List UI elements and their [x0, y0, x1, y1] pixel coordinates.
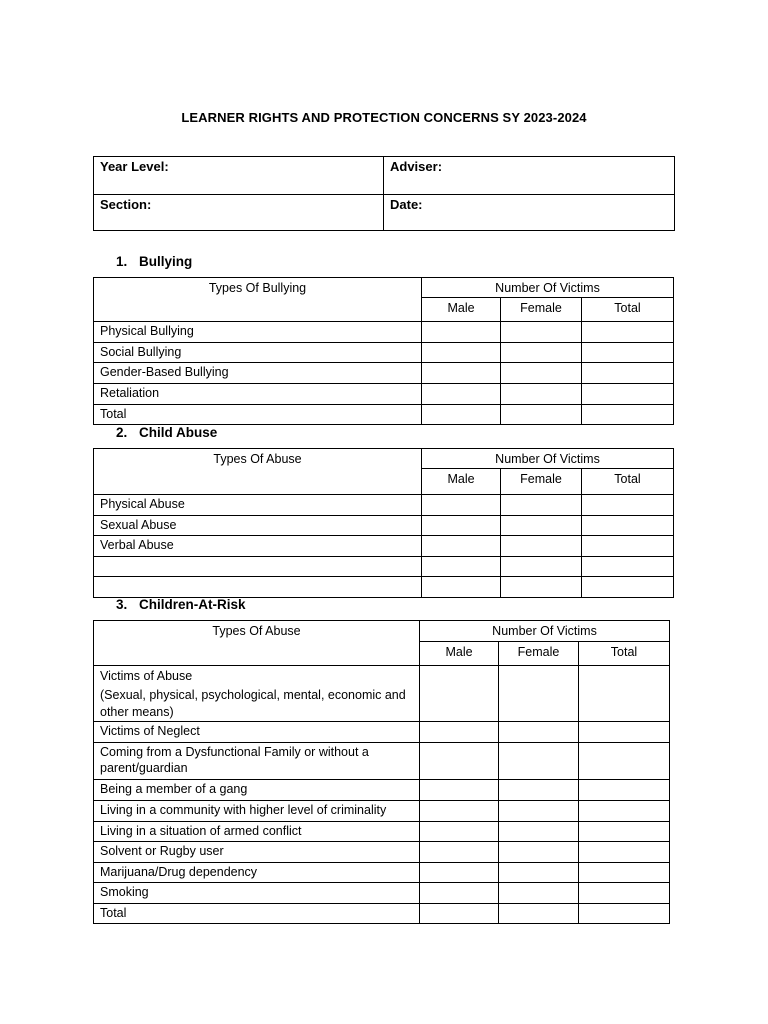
male-cell[interactable] [420, 722, 499, 743]
row-label: Marijuana/Drug dependency [94, 863, 420, 883]
female-header: Female [499, 642, 579, 666]
female-cell[interactable] [499, 904, 579, 924]
row-label[interactable] [94, 577, 422, 598]
victims-header: Number Of Victims [422, 449, 674, 469]
date-field[interactable] [384, 195, 675, 231]
male-cell[interactable] [422, 405, 501, 425]
female-cell[interactable] [501, 363, 582, 384]
female-cell[interactable] [499, 801, 579, 822]
female-header: Female [501, 469, 582, 495]
male-cell[interactable] [420, 801, 499, 822]
row-label: Social Bullying [94, 343, 422, 363]
section-label: Section: [100, 197, 152, 212]
bullying-table [93, 277, 674, 425]
type-header: Types Of Abuse [94, 449, 422, 495]
row-label: Retaliation [94, 384, 422, 405]
row-label: Gender-Based Bullying [94, 363, 422, 384]
female-header: Female [501, 298, 582, 322]
total-cell[interactable] [579, 801, 670, 822]
total-cell[interactable] [582, 495, 674, 516]
male-header: Male [422, 469, 501, 495]
section-number: 1. [116, 254, 128, 269]
male-header: Male [422, 298, 501, 322]
female-cell[interactable] [499, 780, 579, 801]
male-cell[interactable] [420, 743, 499, 780]
male-cell[interactable] [422, 322, 501, 343]
section-title: Children-At-Risk [139, 597, 246, 612]
female-cell[interactable] [501, 557, 582, 577]
type-header: Types Of Bullying [94, 278, 422, 322]
row-label: Total [94, 904, 420, 924]
total-cell[interactable] [582, 516, 674, 536]
row-label: Physical Bullying [94, 322, 422, 343]
total-cell[interactable] [582, 577, 674, 598]
row-label-detail: (Sexual, physical, psychological, mental, economic and other means) [100, 688, 406, 719]
female-cell[interactable] [501, 405, 582, 425]
total-cell[interactable] [579, 842, 670, 863]
section-heading-child-abuse [116, 425, 217, 440]
male-cell[interactable] [420, 883, 499, 904]
row-label: Physical Abuse [94, 495, 422, 516]
female-cell[interactable] [501, 495, 582, 516]
child-abuse-table [93, 448, 674, 598]
total-cell[interactable] [579, 666, 670, 722]
male-cell[interactable] [420, 666, 499, 722]
male-cell[interactable] [422, 343, 501, 363]
row-label: Coming from a Dysfunctional Family or without a parent/guardian [94, 743, 420, 780]
row-label: Living in a situation of armed conflict [94, 822, 420, 842]
type-header: Types Of Abuse [94, 621, 420, 666]
male-cell[interactable] [422, 557, 501, 577]
female-cell[interactable] [501, 577, 582, 598]
section-title: Child Abuse [139, 425, 218, 440]
adviser-field[interactable] [384, 157, 675, 195]
female-cell[interactable] [499, 822, 579, 842]
male-cell[interactable] [420, 822, 499, 842]
male-cell[interactable] [420, 863, 499, 883]
total-cell[interactable] [582, 343, 674, 363]
male-cell[interactable] [422, 577, 501, 598]
female-cell[interactable] [499, 883, 579, 904]
section-number: 3. [116, 597, 128, 612]
female-cell[interactable] [501, 322, 582, 343]
victims-header: Number Of Victims [422, 278, 674, 298]
total-cell[interactable] [582, 322, 674, 343]
female-cell[interactable] [499, 863, 579, 883]
female-cell[interactable] [499, 666, 579, 722]
row-label: Solvent or Rugby user [94, 842, 420, 863]
info-table [93, 156, 675, 231]
total-cell[interactable] [579, 822, 670, 842]
total-cell[interactable] [582, 405, 674, 425]
total-cell[interactable] [579, 722, 670, 743]
male-header: Male [420, 642, 499, 666]
male-cell[interactable] [422, 384, 501, 405]
total-header: Total [582, 469, 674, 495]
total-header: Total [579, 642, 670, 666]
row-label [94, 666, 420, 722]
section-title: Bullying [139, 254, 193, 269]
male-cell[interactable] [420, 780, 499, 801]
female-cell[interactable] [499, 722, 579, 743]
female-cell[interactable] [501, 343, 582, 363]
row-label: Sexual Abuse [94, 516, 422, 536]
total-cell[interactable] [579, 743, 670, 780]
date-label: Date: [390, 197, 423, 212]
row-label: Living in a community with higher level of criminality [94, 801, 420, 822]
total-cell[interactable] [579, 780, 670, 801]
female-cell[interactable] [499, 842, 579, 863]
male-cell[interactable] [422, 516, 501, 536]
total-cell[interactable] [579, 863, 670, 883]
year-level-field[interactable] [94, 157, 384, 195]
total-cell[interactable] [582, 363, 674, 384]
victims-header: Number Of Victims [420, 621, 670, 642]
male-cell[interactable] [420, 842, 499, 863]
row-label-main: Victims of Abuse [100, 669, 193, 683]
section-field[interactable] [94, 195, 384, 231]
section-heading-bullying [116, 254, 192, 269]
female-cell[interactable] [501, 536, 582, 557]
female-cell[interactable] [501, 516, 582, 536]
male-cell[interactable] [420, 904, 499, 924]
adviser-label: Adviser: [390, 159, 443, 174]
total-header: Total [582, 298, 674, 322]
total-cell[interactable] [579, 883, 670, 904]
section-heading-children-at-risk [116, 597, 246, 612]
female-cell[interactable] [501, 384, 582, 405]
male-cell[interactable] [422, 363, 501, 384]
year-level-label: Year Level: [100, 159, 169, 174]
male-cell[interactable] [422, 495, 501, 516]
total-cell[interactable] [582, 557, 674, 577]
female-cell[interactable] [499, 743, 579, 780]
total-cell[interactable] [582, 384, 674, 405]
total-cell[interactable] [582, 536, 674, 557]
row-label: Being a member of a gang [94, 780, 420, 801]
total-cell[interactable] [579, 904, 670, 924]
children-at-risk-table [93, 620, 670, 924]
section-number: 2. [116, 425, 128, 440]
row-label: Total [94, 405, 422, 425]
row-label[interactable] [94, 557, 422, 577]
male-cell[interactable] [422, 536, 501, 557]
row-label: Verbal Abuse [94, 536, 422, 557]
row-label: Victims of Neglect [94, 722, 420, 743]
document-title: LEARNER RIGHTS AND PROTECTION CONCERNS SY 2023-2024 [181, 110, 587, 125]
row-label: Smoking [94, 883, 420, 904]
